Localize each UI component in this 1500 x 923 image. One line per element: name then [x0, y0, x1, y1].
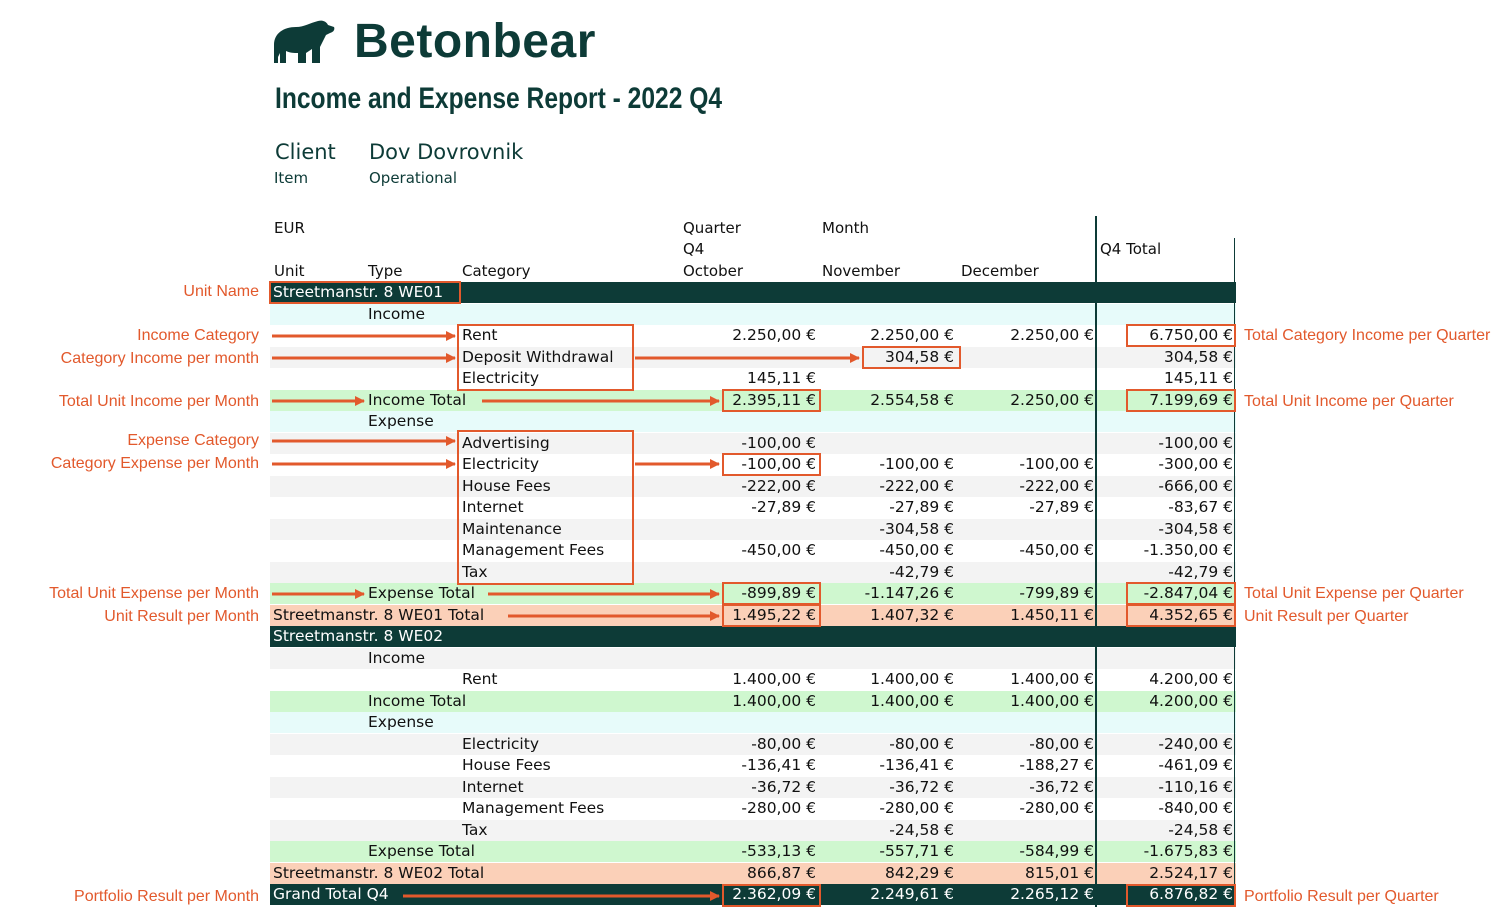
- table-row: Tax -42,79 € -42,79 €: [270, 562, 1236, 583]
- quarter-header: Quarter: [683, 219, 741, 237]
- table-row: Income: [270, 648, 1236, 669]
- brand-name: Betonbear: [354, 15, 596, 68]
- annotation-portfolio-result-quarter: Portfolio Result per Quarter: [1244, 888, 1439, 905]
- table-row: Rent 2.250,00 € 2.250,00 € 2.250,00 € 6.750,00 €: [270, 325, 1236, 346]
- table-row: Income: [270, 304, 1236, 325]
- annotation-unit-expense-quarter: Total Unit Expense per Quarter: [1244, 585, 1464, 602]
- table-row: Rent 1.400,00 € 1.400,00 € 1.400,00 € 4.200,00 €: [270, 669, 1236, 690]
- item-label: Item: [274, 169, 309, 187]
- client-label: Client: [275, 140, 336, 164]
- annotation-expense-category: Expense Category: [127, 432, 259, 449]
- table-row: Streetmanstr. 8 WE01: [270, 282, 1236, 303]
- table-row: Tax -24,58 € -24,58 €: [270, 820, 1236, 841]
- table-row: Expense: [270, 712, 1236, 733]
- currency-header: EUR: [274, 219, 305, 237]
- table-row: Internet -36,72 € -36,72 € -36,72 € -110,16 €: [270, 777, 1236, 798]
- table-row: Electricity -80,00 € -80,00 € -80,00 € -240,00 €: [270, 734, 1236, 755]
- annotation-unit-result-month: Unit Result per Month: [104, 608, 259, 625]
- november-header: November: [822, 262, 901, 280]
- table-row: House Fees -136,41 € -136,41 € -188,27 € -461,09 €: [270, 755, 1236, 776]
- client-value: Dov Dovrovnik: [369, 140, 524, 164]
- table-row: Grand Total Q4 2.362,09 € 2.249,61 € 2.265,12 € 6.876,82 €: [270, 884, 1236, 905]
- table-row: Deposit Withdrawal 304,58 € 304,58 €: [270, 347, 1236, 368]
- table-row: Expense Total -899,89 € -1.147,26 € -799,89 € -2.847,04 €: [270, 583, 1236, 604]
- table-row: Advertising -100,00 € -100,00 €: [270, 433, 1236, 454]
- annotation-total-income-month: Total Unit Income per Month: [58, 393, 259, 410]
- table-row: Electricity -100,00 € -100,00 € -100,00 € -300,00 €: [270, 454, 1236, 475]
- table-row: Maintenance -304,58 € -304,58 €: [270, 519, 1236, 540]
- table-row: Expense Total -533,13 € -557,71 € -584,99 € -1.675,83 €: [270, 841, 1236, 862]
- month-header: Month: [822, 219, 870, 237]
- report-title: Income and Expense Report - 2022 Q4: [275, 82, 723, 115]
- annotation-category-income-quarter: Total Category Income per Quarter: [1244, 327, 1491, 344]
- table-row: House Fees -222,00 € -222,00 € -222,00 € -666,00 €: [270, 476, 1236, 497]
- annotation-unit-result-quarter: Unit Result per Quarter: [1244, 608, 1409, 625]
- table-row: Management Fees -280,00 € -280,00 € -280,00 € -840,00 €: [270, 798, 1236, 819]
- table-row: Expense: [270, 411, 1236, 432]
- table-row: Management Fees -450,00 € -450,00 € -450,00 € -1.350,00 €: [270, 540, 1236, 561]
- annotation-income-category: Income Category: [137, 327, 259, 344]
- table-row: Electricity 145,11 € 145,11 €: [270, 368, 1236, 389]
- table-row: Streetmanstr. 8 WE02 Total 866,87 € 842,29 € 815,01 € 2.524,17 €: [270, 863, 1236, 884]
- annotation-unit-income-quarter: Total Unit Income per Quarter: [1244, 393, 1454, 410]
- table-row: Internet -27,89 € -27,89 € -27,89 € -83,67 €: [270, 497, 1236, 518]
- table-row: Income Total 1.400,00 € 1.400,00 € 1.400,00 € 4.200,00 €: [270, 691, 1236, 712]
- q4-header: Q4: [683, 240, 705, 258]
- category-header: Category: [462, 262, 531, 280]
- annotation-unit-name: Unit Name: [183, 283, 259, 300]
- unit-header: Unit: [274, 262, 305, 280]
- annotation-category-income-month: Category Income per month: [60, 350, 259, 367]
- annotation-total-expense-month: Total Unit Expense per Month: [49, 585, 259, 602]
- table-row: Streetmanstr. 8 WE01 Total 1.495,22 € 1.407,32 € 1.450,11 € 4.352,65 €: [270, 605, 1236, 626]
- table-row: Streetmanstr. 8 WE02: [270, 626, 1236, 647]
- type-header: Type: [368, 262, 403, 280]
- table-row: Income Total 2.395,11 € 2.554,58 € 2.250,00 € 7.199,69 €: [270, 390, 1236, 411]
- q4-total-header: Q4 Total: [1100, 240, 1162, 258]
- item-value: Operational: [369, 169, 458, 187]
- october-header: October: [683, 262, 744, 280]
- december-header: December: [961, 262, 1039, 280]
- annotation-category-expense-month: Category Expense per Month: [50, 455, 259, 472]
- annotation-portfolio-result-month: Portfolio Result per Month: [74, 888, 259, 905]
